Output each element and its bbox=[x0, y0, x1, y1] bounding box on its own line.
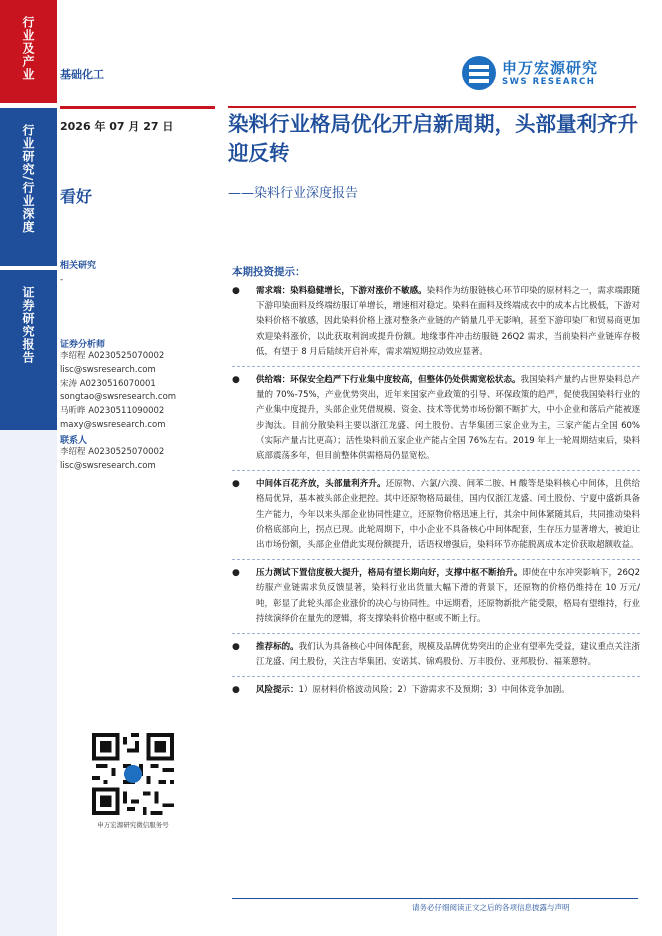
point-lead: 需求端：染料稳健增长，下游对涨价不敏感。 bbox=[256, 286, 427, 296]
logo-en-text: SWS RESEARCH bbox=[502, 77, 596, 87]
report-title: 染料行业格局优化开启新周期，头部量利齐升迎反转 bbox=[228, 112, 638, 165]
point-lead: 中间体百花齐放，头部量利齐升。 bbox=[256, 479, 386, 490]
analyst-email-link[interactable]: maxy@swsresearch.com bbox=[60, 419, 166, 430]
contact-line: 李绍程 A0230525070002 bbox=[60, 447, 165, 457]
point-body: 即使在中东冲突影响下，26Q2 纺服产业链需求负反馈显著，染料行业出货量大幅下滑的背景下，还原物的价格仍维持在 10 万元/吨，彰显了此轮头部企业涨价的决心与协同性。中远期看，还原物新批产能受限，格局有望维持，行业持续演绎价在量先的逻辑，将支撑染料价格中枢或不断上行。 bbox=[256, 568, 640, 624]
point-lead: 压力测试下置信度极大提升，格局有望长期向好，支撑中枢不断抬升。 bbox=[256, 568, 523, 579]
bullet-icon: ● bbox=[232, 479, 240, 490]
sector-label: 基础化工 bbox=[60, 68, 104, 81]
disclosure-footer: 请务必仔细阅读正文之后的各项信息披露与声明 bbox=[412, 903, 570, 912]
report-date: 2026 年 07 月 27 日 bbox=[60, 120, 174, 133]
bullet-icon: ● bbox=[232, 286, 240, 296]
point-body: 染料作为纺服链核心环节印染的原材料之一，需求端跟随下游印染面料及终端纺服订单增长，增速相对稳定。染料在面料及终端成衣中的成本占比极低，下游对染料价格不敏感，因此染料价格上涨对整条产业链的产销量几乎无影响，甚至下游印染厂和贸易商更加欢迎染料涨价，以此获取利润或提升份额。地缘事件冲击纺服链 26Q2 需求，当前染料产业链库存极低，有望于 8 月后陆续开启补库，需求端短期拉动效应显著。 bbox=[256, 286, 640, 357]
investment-rating: 看好 bbox=[60, 187, 93, 206]
header-divider-right bbox=[228, 106, 636, 108]
bullet-icon: ● bbox=[232, 568, 240, 579]
investment-points-list bbox=[232, 284, 640, 711]
point-lead: 供给端：环保安全趋严下行业集中度较高，但整体仍处供需宽松状态。 bbox=[256, 375, 521, 386]
bullet-icon: ● bbox=[232, 375, 240, 386]
sidebar-tab-industry: 行业及产业 bbox=[0, 0, 57, 103]
list-item bbox=[232, 566, 640, 634]
point-body: 我们认为具备核心中间体配套，规模及品牌优势突出的企业有望率先受益，建议重点关注浙江龙盛、闰土股份，关注吉华集团、安诺其、锦鸡股份、万丰股份、亚邦股份、福莱蒽特。 bbox=[256, 642, 640, 668]
list-item bbox=[232, 477, 640, 560]
sidebar-blank-panel bbox=[0, 430, 57, 936]
footer-divider bbox=[232, 898, 638, 899]
header-divider-left bbox=[60, 106, 215, 109]
contact-list bbox=[60, 446, 164, 474]
analyst-line: 马昕晔 A0230511090002 bbox=[60, 406, 165, 417]
report-subtitle: ——染料行业深度报告 bbox=[228, 186, 359, 201]
company-logo bbox=[462, 56, 642, 92]
logo-cn-text: 申万宏源研究 bbox=[502, 59, 599, 77]
qr-caption: 申万宏源研究微信服务号 bbox=[97, 821, 169, 829]
related-research-heading: 相关研究 bbox=[60, 261, 97, 271]
point-body: 我国染料产量约占世界染料总产量的 70%-75%，产业优势突出，近年来国家产业政策的引导、环保政策的趋严，促使我国染料行业的产业集中度提升，头部企业凭借规模、资金、技术等优势市场份额不断扩大，中小企业和落后产能被逐步淘汰。目前分散染料主要以浙江龙盛、闰土股份、吉华集团三家企业为主，三家产能占全国 60%（实际产量占比更高）；活性染料前五家企业产能占全国 76%左右。2019 年上一轮周期结束后，染料底部震荡多年，但目前整体供需格局仍显宽松。 bbox=[256, 375, 640, 462]
analyst-line: 宋涛 A0230516070001 bbox=[60, 378, 156, 389]
list-item bbox=[232, 373, 640, 471]
sidebar-tab-securities-report: 证券研究报告 bbox=[0, 270, 57, 430]
list-item bbox=[232, 640, 640, 677]
analyst-heading: 证券分析师 bbox=[60, 340, 106, 350]
point-body: 还原物、六氯/六溴、间苯二胺、H 酸等是染料核心中间体，且供给格局优异，基本被头部企业把控。其中还原物格局最佳，国内仅浙江龙盛、闰土股份、宁夏中盛新具备生产能力，今年以来头部企业协同性建立，还原物价格迅速上行，其余中间体紧随其后，共同推动染料价格底部向上，拐点已现。此轮周期下，中小企业不具备核心中间体配套，生存压力显著增大，被迫让出市场份额，头部企业借此实现份额提升，话语权增强后，染料环节亦能脱离成本定价获取超额收益。 bbox=[256, 479, 640, 551]
investment-highlights-heading: 本期投资提示： bbox=[232, 266, 306, 278]
analyst-email-link[interactable]: lisc@swsresearch.com bbox=[60, 364, 156, 375]
sidebar-tab-report-type: 行业研究/行业深度 bbox=[0, 108, 57, 266]
bullet-icon: ● bbox=[232, 642, 240, 653]
contact-email-link[interactable]: lisc@swsresearch.com bbox=[60, 460, 156, 471]
list-item bbox=[232, 284, 640, 367]
point-lead: 风险提示： bbox=[256, 685, 299, 696]
analyst-list bbox=[60, 350, 176, 433]
contact-heading: 联系人 bbox=[60, 436, 88, 446]
analyst-line: 李绍程 A0230525070002 bbox=[60, 351, 165, 361]
point-lead: 推荐标的。 bbox=[256, 642, 299, 653]
related-research-value: - bbox=[60, 275, 64, 285]
qr-code-icon bbox=[92, 733, 174, 815]
analyst-email-link[interactable]: songtao@swsresearch.com bbox=[60, 392, 177, 403]
point-body: 1）原材料价格波动风险；2）下游需求不及预期；3）中间体竞争加剧。 bbox=[298, 685, 570, 696]
logo-icon bbox=[462, 56, 496, 90]
bullet-icon: ● bbox=[232, 685, 240, 696]
list-item bbox=[232, 683, 640, 704]
